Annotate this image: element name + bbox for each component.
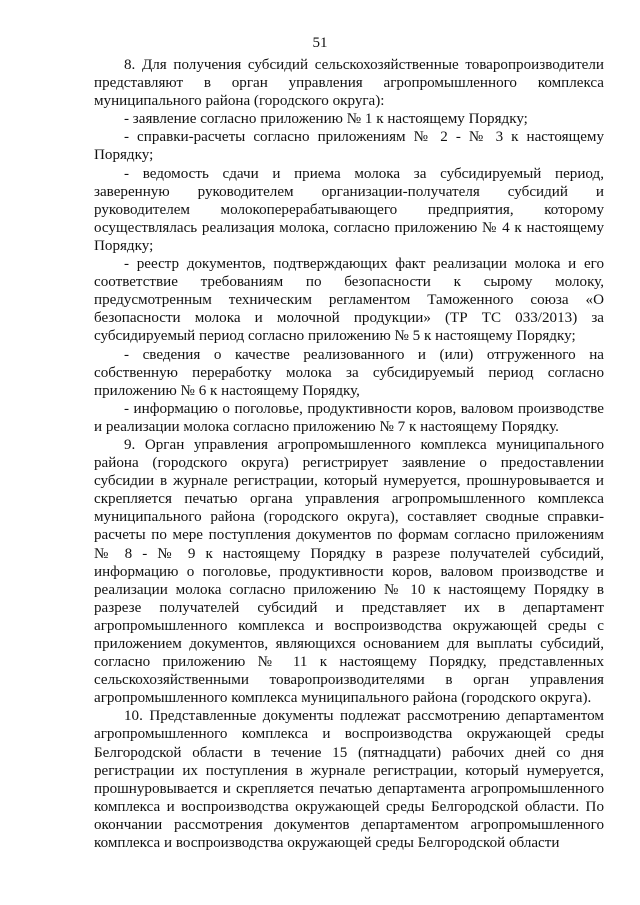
document-body [94,56,604,852]
list-item-calculation-statements: - справки-расчеты согласно приложениям № 2 - № 3 к настоящему Порядку; [94,129,604,164]
list-item-livestock-info: - информацию о поголовье, продуктивности коров, валовом производстве и реализации молока согласно приложению № 7 к настоящему Порядку. [94,400,604,435]
paragraph-8-intro: 8. Для получения субсидий сельскохозяйственные товаропроизводители представляют в орган управления агропромышленного комплекса муниципального района (городского округа): [94,57,604,110]
paragraph-9: 9. Орган управления агропромышленного комплекса муниципального района (городского округа) регистрирует заявление о предоставлении субсидии в журнале регистрации, который нумеруется, прошнуровывается и скрепляется печатью органа управления агропромышленного комплекса муниципального района (городского округа), составляет сводные справки-расчеты по мере поступления документов по формам согласно приложениям № 8 - № 9 к настоящему Порядку в разрезе получателей субсидий, информацию о поголовье, продуктивности коров, валовом производстве и реализации молока согласно приложению № 10 к настоящему Порядку в разрезе получателей субсидий и представляет их в департамент агропромышленного комплекса и воспроизводства окружающей среды с приложением документов, являющихся основанием для выплаты субсидий, согласно приложению № 11 к настоящему Порядку, представленных сельскохозяйственными товаропроизводителями в орган управления агропромышленного комплекса муниципального района (городского округа). [94,436,604,707]
page-number: 51 [312,35,328,51]
list-item-application: - заявление согласно приложению № 1 к настоящему Порядку; [124,111,528,128]
paragraph-10: 10. Представленные документы подлежат рассмотрению департаментом агропромышленного комплекса и воспроизводства окружающей среды Белгородской области в течение 15 (пятнадцати) рабочих дней со дня регистрации их поступления в журнале регистрации, который нумеруется, прошнуровывается и скрепляется печатью департамента агропромышленного комплекса и воспроизводства окружающей среды Белгородской области. По окончании рассмотрения документов департаментом агропромышленного комплекса и воспроизводства окружающей среды Белгородской области [94,708,604,852]
list-item-milk-delivery-register: - ведомость сдачи и приема молока за субсидируемый период, заверенную руководителем организации-получателя субсидий и руководителем молокоперерабатывающего предприятия, которому осуществлялась реализация молока, согласно приложению № 4 к настоящему Порядку; [94,165,604,254]
list-item-documents-registry: - реестр документов, подтверждающих факт реализации молока и его соответствие требованиям по безопасности к сырому молоку, предусмотренным техническим регламентом Таможенного союза «О безопасности молока и молочной продукции» (ТР ТС 033/2013) за субсидируемый период согласно приложению № 5 к настоящему Порядку; [94,256,604,345]
list-item-milk-quality-info: - сведения о качестве реализованного и (или) отгруженного на собственную переработку молока за субсидируемый период согласно приложению № 6 к настоящему Порядку, [94,346,604,399]
